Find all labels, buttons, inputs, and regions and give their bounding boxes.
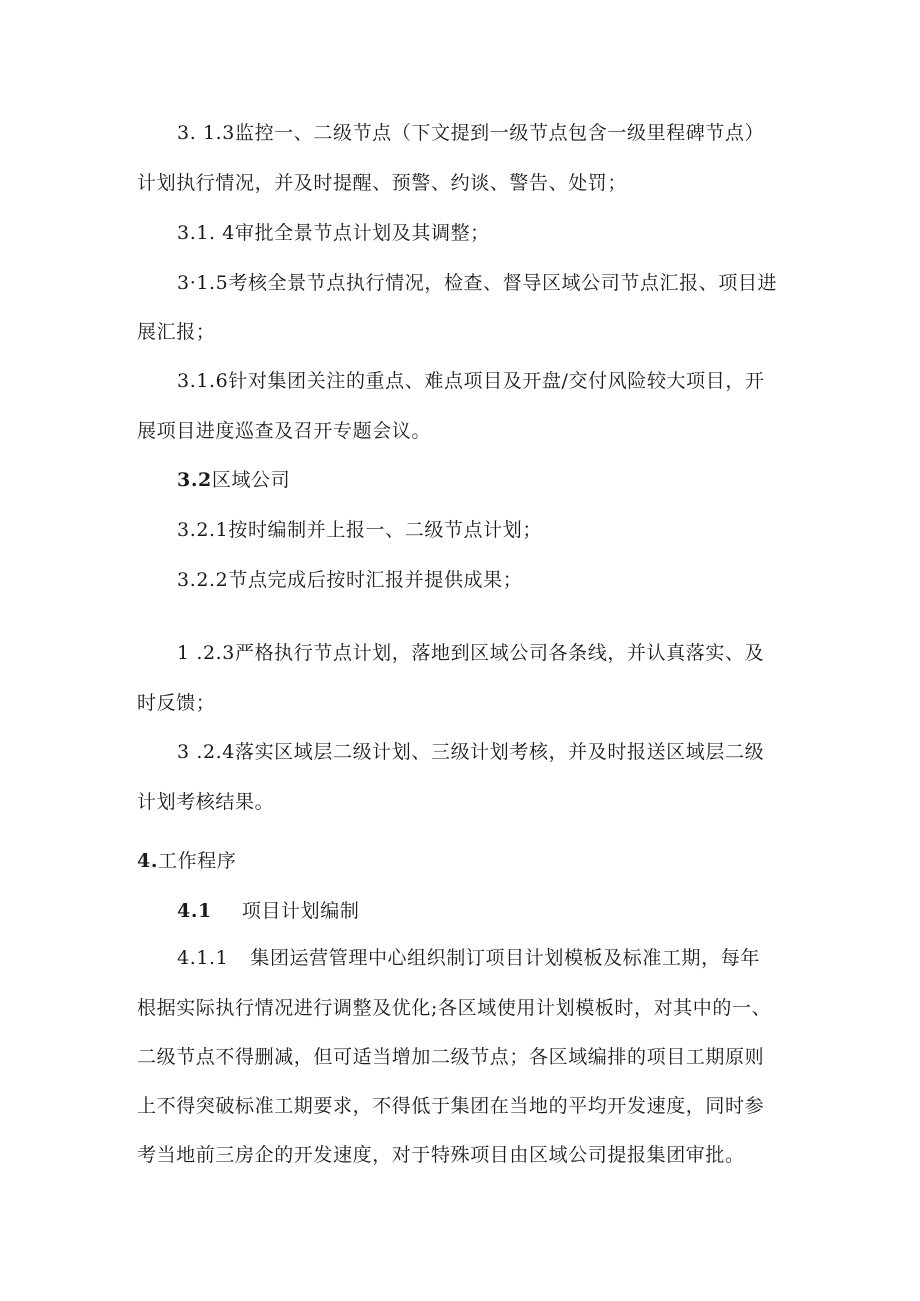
section-4-title: 工作程序 <box>158 850 237 872</box>
section-3-2-heading <box>177 468 290 492</box>
paragraph-3-2-2: 3.2.2节点完成后按时汇报并提供成果； <box>177 569 523 591</box>
paragraph-3-1-3-line-1: 3. 1.3监控一、二级节点（下文提到一级节点包含一级里程碑节点） <box>177 122 765 144</box>
paragraph-3-1-4: 3.1. 4审批全景节点计划及其调整； <box>177 222 490 244</box>
paragraph-4-1-1-line-3: 二级节点不得删减，但可适当增加二级节点；各区域编排的项目工期原则 <box>137 1046 765 1068</box>
section-4-number: 4. <box>137 850 159 872</box>
section-4-1-number: 4.1 <box>177 900 212 922</box>
paragraph-4-1-1-text-1: 集团运营管理中心组织制订项目计划模板及标准工期，每年 <box>250 947 760 969</box>
paragraph-3-2-3-line-1: 1 .2.3严格执行节点计划，落地到区域公司各条线，并认真落实、及 <box>177 642 765 664</box>
section-4-1-heading <box>177 899 359 923</box>
section-4-1-title: 项目计划编制 <box>241 900 360 922</box>
section-3-2-title: 区域公司 <box>211 469 291 491</box>
paragraph-4-1-1-line-1 <box>177 946 760 970</box>
paragraph-3-1-5-line-2: 展汇报； <box>137 321 216 343</box>
paragraph-4-1-1-line-5: 考当地前三房企的开发速度，对于特殊项目由区域公司提报集团审批。 <box>137 1144 745 1166</box>
paragraph-3-1-3-line-2: 计划执行情况，并及时提醒、预警、约谈、警告、处罚； <box>137 172 628 194</box>
paragraph-3-2-4-line-2: 计划考核结果。 <box>137 791 275 813</box>
paragraph-3-2-3-line-2: 时反馈； <box>137 692 216 714</box>
paragraph-3-1-6-line-2: 展项目进度巡查及召开专题会议。 <box>137 420 432 442</box>
paragraph-3-2-4-line-1: 3 .2.4落实区域层二级计划、三级计划考核，并及时报送区域层二级 <box>177 741 765 763</box>
paragraph-4-1-1-line-4: 上不得突破标准工期要求，不得低于集团在当地的平均开发速度，同时参 <box>137 1095 765 1117</box>
section-3-2-number: 3.2 <box>177 469 212 491</box>
paragraph-3-1-5-line-1: 3·1.5考核全景节点执行情况，检查、督导区域公司节点汇报、项目进 <box>177 272 778 294</box>
paragraph-3-1-6-line-1: 3.1.6针对集团关注的重点、难点项目及开盘/交付风险较大项目，开 <box>177 370 765 392</box>
paragraph-4-1-1-line-2: 根据实际执行情况进行调整及优化;各区域使用计划模板时，对其中的一、 <box>137 997 772 1019</box>
paragraph-4-1-1-number: 4.1.1 <box>177 947 229 969</box>
section-4-heading <box>137 849 236 873</box>
paragraph-3-2-1: 3.2.1按时编制并上报一、二级节点计划； <box>177 519 542 541</box>
